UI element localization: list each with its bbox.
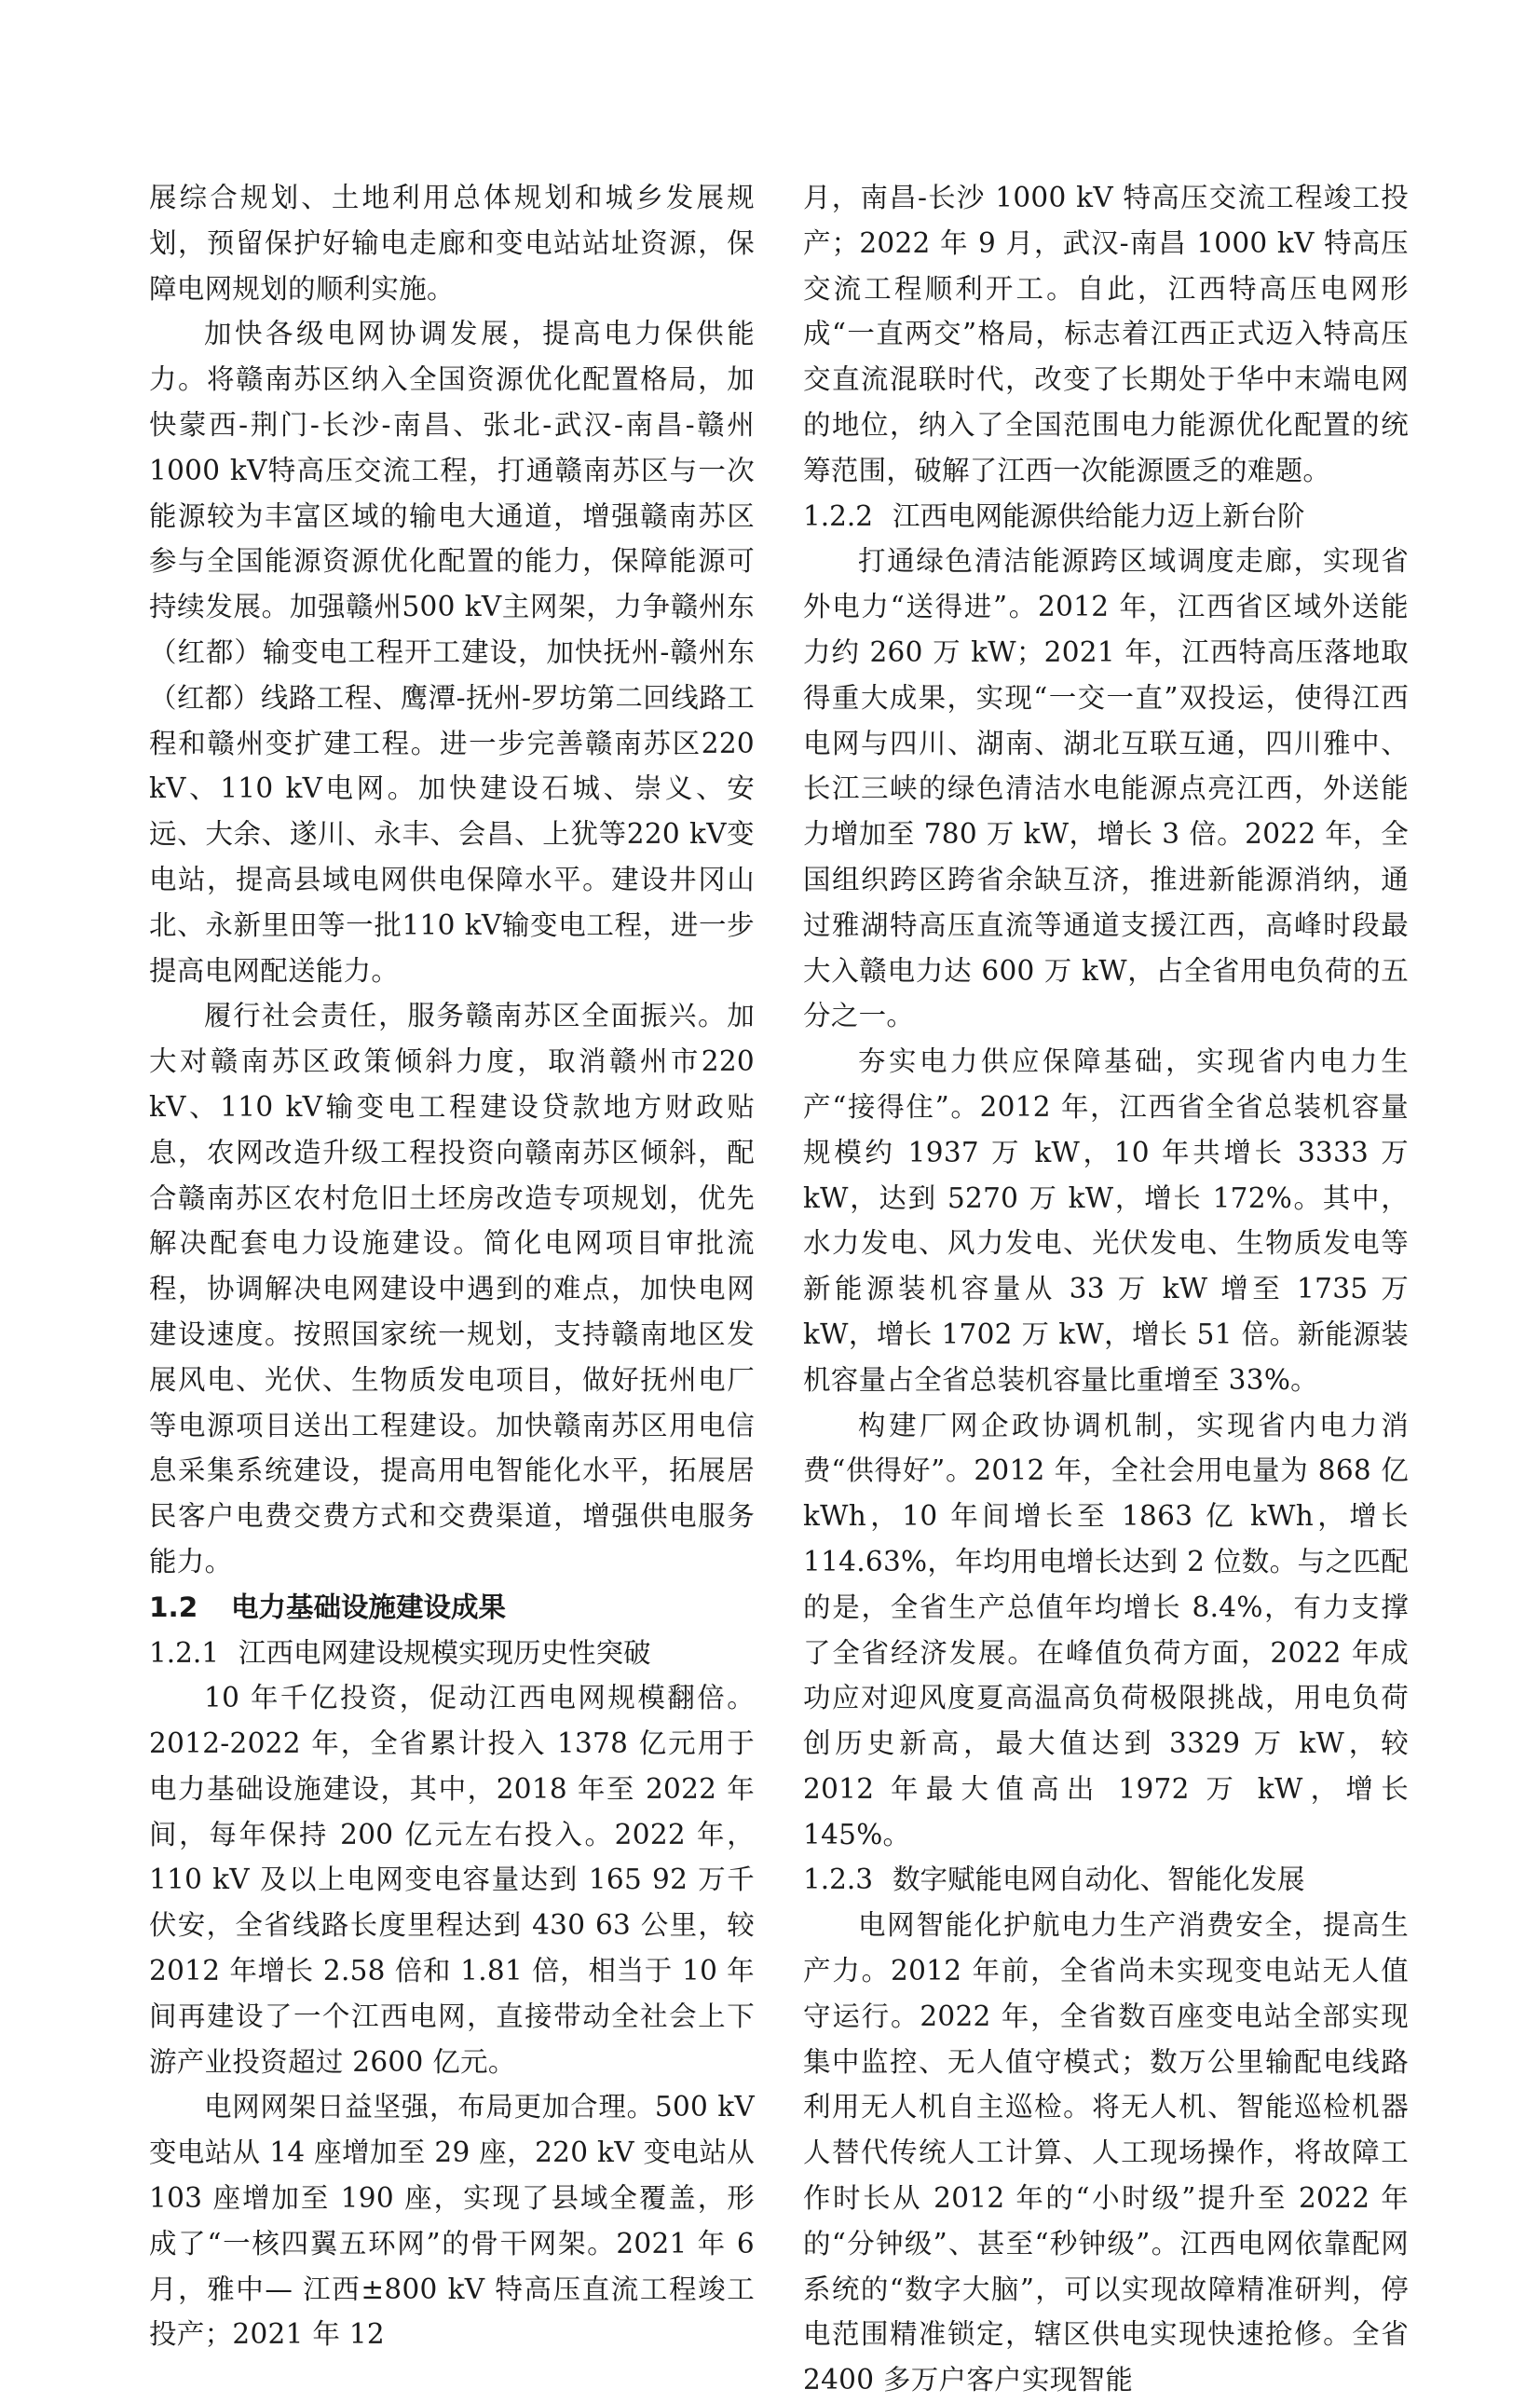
paragraph: 电网智能化护航电力生产消费安全，提高生产力。2012 年前，全省尚未实现变电站无人值守运行。2022 年，全省数百座变电站全部实现集中监控、无人值守模式；数万公里输配电线路利用无人机自主巡检。将无人机、智能巡检机器人替代传统人工计算、人工现场操作，将故障工作时长从 2012 年的“小时级”提升至 2022 年的“分钟级”、甚至“秒钟级”。江西电网依靠配网系统的“数字大脑”，可以实现故障精准研判，停电范围精准锁定，辖区供电实现快速抢修。全省 2400 多万户客户实现智能 <box>803 1909 1409 2396</box>
paragraph: 履行社会责任，服务赣南苏区全面振兴。加大对赣南苏区政策倾斜力度，取消赣州市220 kV、110 kV输变电工程建设贷款地方财政贴息，农网改造升级工程投资向赣南苏区倾斜，配合赣南苏区农村危旧土坯房改造专项规划，优先解决配套电力设施建设。简化电网项目审批流程，协调解决电网建设中遇到的难点，加快电网建设速度。按照国家统一规划，支持赣南地区发展风电、光伏、生物质发电项目，做好抚州电厂等电源项目送出工程建设。加快赣南苏区用电信息采集系统建设，提高用电智能化水平，拓展居民客户电费交费方式和交费渠道，增强供电服务能力。 <box>149 1000 755 1577</box>
paragraph: 构建厂网企政协调机制，实现省内电力消费“供得好”。2012 年，全社会用电量为 868 亿 kWh，10 年间增长至 1863 亿 kWh，增长 114.63%，年均用电增长达到 2 位数。与之匹配的是，全省生产总值年均增长 8.4%，有力支撑了全省经济发展。在峰值负荷方面，2022 年成功应对迎风度夏高温高负荷极限挑战，用电负荷创历史新高，最大值达到 3329 万 kW，较 2012 年最大值高出 1972 万 kW，增长 145%。 <box>803 1409 1409 1850</box>
paragraph: 夯实电力供应保障基础，实现省内电力生产“接得住”。2012 年，江西省全省总装机容量规模约 1937 万 kW，10 年共增长 3333 万 kW，达到 5270 万 kW，增长 172%。其中，水力发电、风力发电、光伏发电、生物质发电等新能源装机容量从 33 万 kW 增至 1735 万 kW，增长 1702 万 kW，增长 51 倍。新能源装机容量占全省总装机容量比重增至 33%。 <box>803 1045 1409 1396</box>
section-number: 1.2 <box>149 1591 198 1623</box>
paragraph: 展综合规划、土地利用总体规划和城乡发展规划，预留保护好输电走廊和变电站站址资源，保障电网规划的顺利实施。 <box>149 182 755 305</box>
section-title: 电力基础设施建设成果 <box>231 1591 507 1623</box>
right-column <box>803 175 1409 2403</box>
subsection-heading <box>803 494 1409 539</box>
section-heading <box>149 1585 755 1631</box>
subsection-title: 江西电网能源供给能力迈上新台阶 <box>893 499 1305 532</box>
subsection-heading <box>149 1631 755 1676</box>
subsection-heading <box>803 1857 1409 1903</box>
paragraph: 打通绿色清洁能源跨区域调度走廊，实现省外电力“送得进”。2012 年，江西省区域外送能力约 260 万 kW；2021 年，江西特高压落地取得重大成果，实现“一交一直”双投运，使得江西电网与四川、湖南、湖北互联互通，四川雅中、长江三峡的绿色清洁水电能源点亮江西，外送能力增加至 780 万 kW，增长 3 倍。2022 年，全国组织跨区跨省余缺互济，推进新能源消纳，通过雅湖特高压直流等通道支援江西，高峰时段最大入赣电力达 600 万 kW，占全省用电负荷的五分之一。 <box>803 545 1409 1032</box>
subsection-number: 1.2.2 <box>803 499 874 532</box>
subsection-number: 1.2.3 <box>803 1864 874 1896</box>
paragraph: 电网网架日益坚强，布局更加合理。500 kV 变电站从 14 座增加至 29 座，220 kV 变电站从 103 座增加至 190 座，实现了县域全覆盖，形成了“一核四翼五环网”的骨干网架。2021 年 6 月，雅中— 江西±800 kV 特高压直流工程竣工投产；2021 年 12 <box>149 2091 755 2351</box>
paragraph: 加快各级电网协调发展，提高电力保供能力。将赣南苏区纳入全国资源优化配置格局，加快蒙西-荆门-长沙-南昌、张北-武汉-南昌-赣州1000 kV特高压交流工程，打通赣南苏区与一次能源较为丰富区域的输电大通道，增强赣南苏区参与全国能源资源优化配置的能力，保障能源可持续发展。加强赣州500 kV主网架，力争赣州东（红都）输变电工程开工建设，加快抚州-赣州东（红都）线路工程、鹰潭-抚州-罗坊第二回线路工程和赣州变扩建工程。进一步完善赣南苏区220 kV、110 kV电网。加快建设石城、崇义、安远、大余、遂川、永丰、会昌、上犹等220 kV变电站，提高县域电网供电保障水平。建设井冈山北、永新里田等一批110 kV输变电工程，进一步提高电网配送能力。 <box>149 318 755 987</box>
paragraph: 10 年千亿投资，促动江西电网规模翻倍。2012-2022 年，全省累计投入 1378 亿元用于电力基础设施建设，其中，2018 年至 2022 年间，每年保持 200 亿元左右投入。2022 年，110 kV 及以上电网变电容量达到 165 92 万千伏安，全省线路长度里程达到 430 63 公里，较 2012 年增长 2.58 倍和 1.81 倍，相当于 10 年间再建设了一个江西电网，直接带动全社会上下游产业投资超过 2600 亿元。 <box>149 1682 755 2078</box>
left-column <box>149 175 755 2357</box>
subsection-number: 1.2.1 <box>149 1636 220 1669</box>
subsection-title: 数字赋能电网自动化、智能化发展 <box>893 1864 1305 1896</box>
subsection-title: 江西电网建设规模实现历史性突破 <box>238 1636 651 1669</box>
paragraph: 月，南昌-长沙 1000 kV 特高压交流工程竣工投产；2022 年 9 月，武汉-南昌 1000 kV 特高压交流工程顺利开工。自此，江西特高压电网形成“一直两交”格局，标志着江西正式迈入特高压交直流混联时代，改变了长期处于华中末端电网的地位，纳入了全国范围电力能源优化配置的统筹范围，破解了江西一次能源匮乏的难题。 <box>803 182 1409 486</box>
